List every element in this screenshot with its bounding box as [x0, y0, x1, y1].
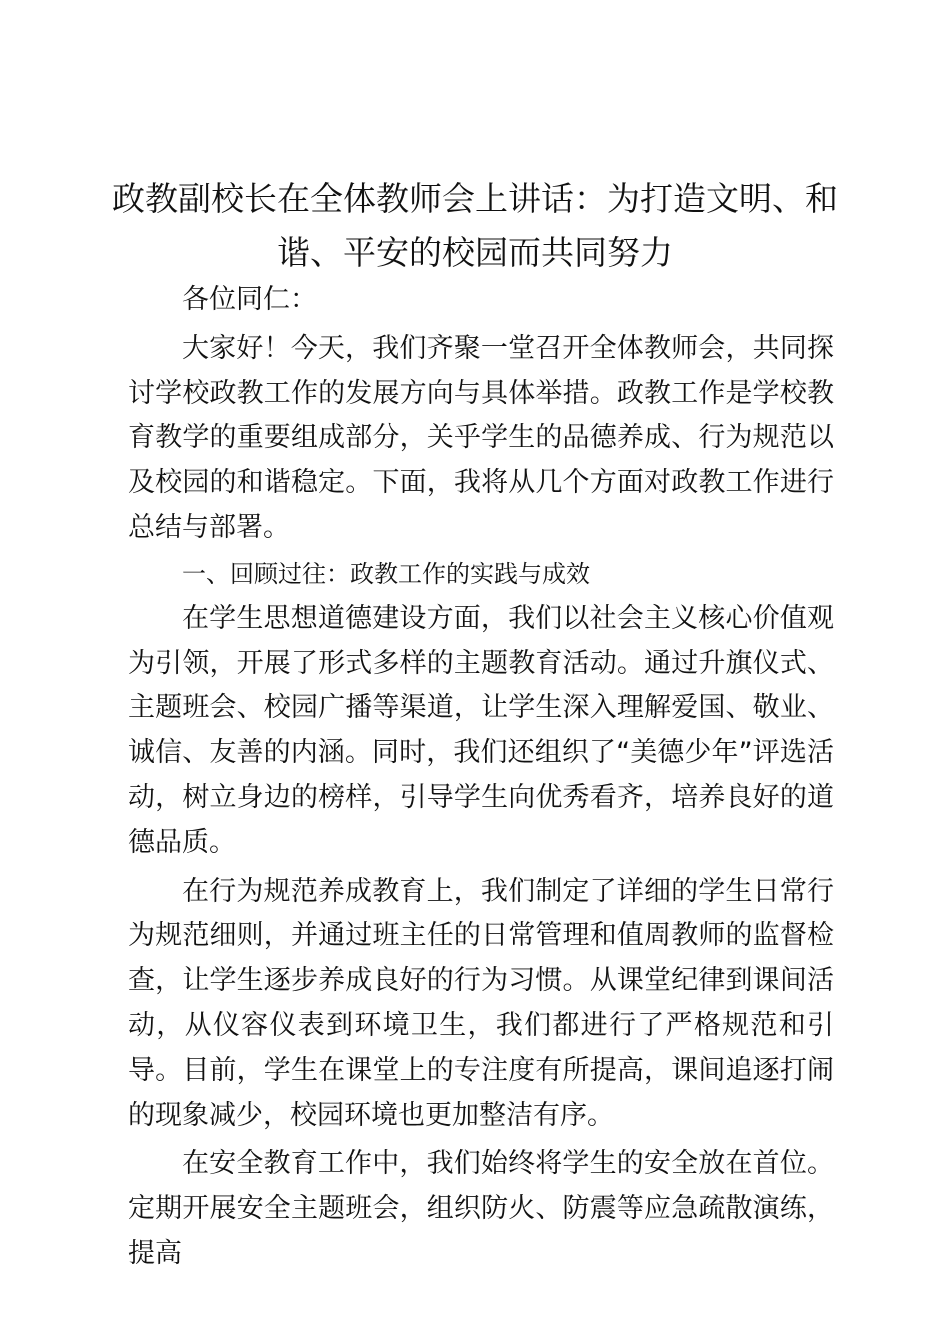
document-title: 政教副校长在全体教师会上讲话：为打造文明、和谐、平安的校园而共同努力 [112, 179, 838, 272]
paragraph-safety-education: 在安全教育工作中，我们始终将学生的安全放在首位。定期开展安全主题班会，组织防火、防震等应急疏散演练，提高 [128, 1148, 834, 1269]
intro-paragraph: 大家好！今天，我们齐聚一堂召开全体教师会，共同探讨学校政教工作的发展方向与具体举措。政教工作是学校教育教学的重要组成部分，关乎学生的品德养成、行为规范以及校园的和谐稳定。下面，我将从几个方面对政教工作进行总结与部署。 [128, 332, 834, 543]
document-body [128, 278, 834, 1277]
greeting: 各位同仁： [182, 284, 317, 315]
section-heading-1: 一、回顾过往：政教工作的实践与成效 [182, 559, 590, 588]
paragraph-behavior-norms: 在行为规范养成教育上，我们制定了详细的学生日常行为规范细则，并通过班主任的日常管理和值周教师的监督检查，让学生逐步养成良好的行为习惯。从课堂纪律到课间活动，从仪容仪表到环境卫生，我们都进行了严格规范和引导。目前，学生在课堂上的专注度有所提高，课间追逐打闹的现象减少，校园环境也更加整洁有序。 [128, 875, 834, 1131]
paragraph-moral-education: 在学生思想道德建设方面，我们以社会主义核心价值观为引领，开展了形式多样的主题教育活动。通过升旗仪式、主题班会、校园广播等渠道，让学生深入理解爱国、敬业、诚信、友善的内涵。同时，我们还组织了“美德少年”评选活动，树立身边的榜样，引导学生向优秀看齐，培养良好的道德品质。 [128, 602, 834, 858]
